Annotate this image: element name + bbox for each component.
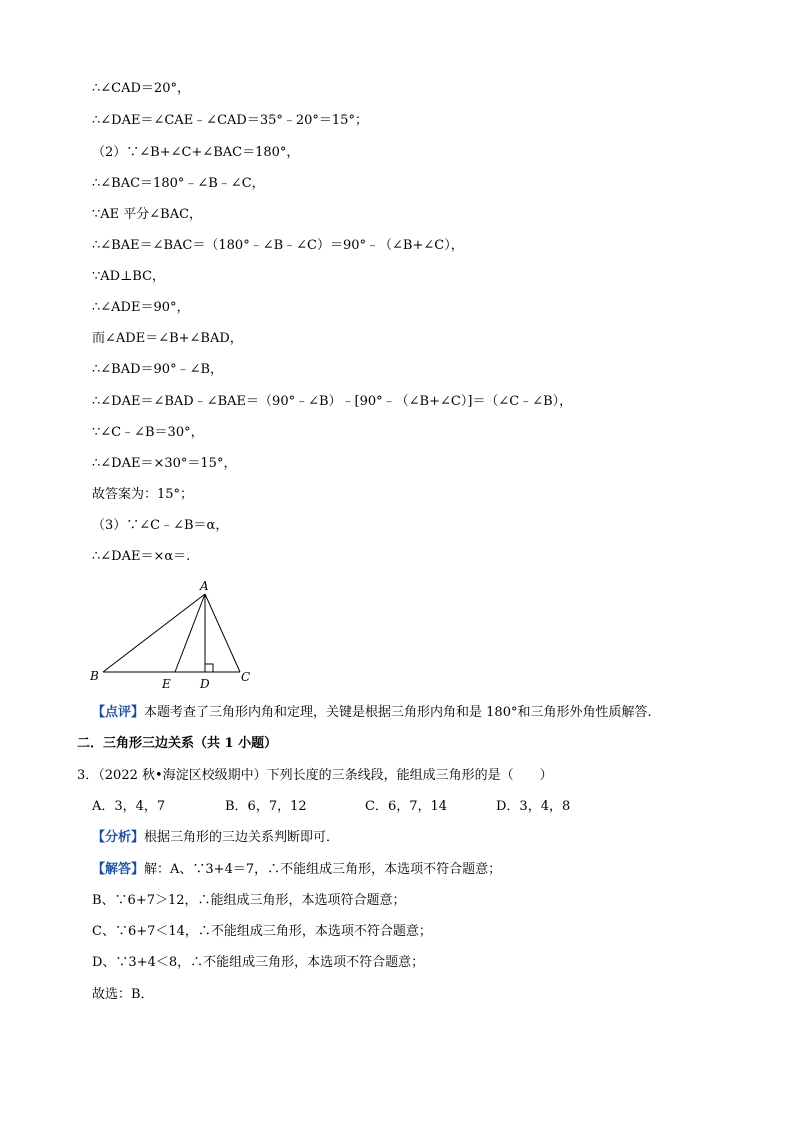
answer-line: 故选：B． (92, 987, 154, 1002)
analysis-tag: 【分析】 (92, 830, 145, 845)
solution-line: ∴∠DAE＝∠CAE﹣∠CAD＝35°﹣20°＝15°； (92, 113, 368, 128)
solution-line: 故答案为：15°； (92, 487, 194, 502)
solution-line: ∴∠BAE＝∠BAC＝（180°﹣∠B﹣∠C）＝90°﹣（∠B+∠C）， (92, 238, 464, 253)
option-c: C．6，7，14 (365, 799, 448, 814)
solution-line: （3）∵∠C﹣∠B＝α， (92, 518, 229, 533)
label-E: E (162, 677, 171, 691)
section-title: 二．三角形三边关系（共 1 小题） (77, 736, 278, 751)
solution-line: （2）∵∠B+∠C+∠BAC＝180°， (92, 145, 300, 160)
answer-line: B、∵6+7＞12，∴能组成三角形，本选项符合题意； (92, 893, 406, 908)
label-A: A (200, 579, 209, 593)
analysis-line (92, 829, 339, 847)
segment-AC (205, 594, 240, 672)
question-stem: 3．（2022 秋•海淀区校级期中）下列长度的三条线段，能组成三角形的是（ ） (77, 768, 553, 783)
solution-line: ∴∠BAD＝90°﹣∠B， (92, 362, 224, 377)
solution-line: ∴∠DAE＝×30°＝15°， (92, 456, 237, 471)
solution-line: ∴∠CAD＝20°， (92, 81, 190, 96)
solution-line: ∴∠DAE＝∠BAD﹣∠BAE＝（90°﹣∠B）﹣[90°﹣（∠B+∠C）]＝（∠C﹣∠B）， (92, 394, 573, 409)
answer-line (92, 861, 501, 879)
solution-line: ∴∠ADE＝90°， (92, 300, 190, 315)
analysis-text: 根据三角形的三边关系判断即可． (144, 830, 340, 845)
right-angle-mark (205, 664, 213, 672)
answer-first: 解：A、∵3+4＝7，∴不能组成三角形，本选项不符合题意； (144, 862, 502, 877)
solution-line: ∴∠BAC＝180°﹣∠B﹣∠C， (92, 176, 265, 191)
comment-line (92, 704, 652, 722)
option-a: A．3，4，7 (92, 799, 166, 814)
solution-line: ∵∠C﹣∠B＝30°， (92, 425, 204, 440)
label-D: D (200, 677, 210, 691)
solution-line: 而∠ADE＝∠B+∠BAD， (92, 331, 243, 346)
option-b: B．6，7，12 (225, 799, 307, 814)
solution-line: ∴∠DAE＝×α＝. (92, 549, 191, 564)
answer-line: D、∵3+4＜8，∴不能组成三角形，本选项不符合题意； (92, 955, 425, 970)
option-d: D．3，4，8 (496, 799, 571, 814)
solution-line: ∵AE 平分∠BAC， (92, 207, 203, 222)
answer-line: C、∵6+7＜14，∴不能组成三角形，本选项不符合题意； (92, 924, 432, 939)
label-B: B (90, 669, 99, 683)
comment-text: 本题考查了三角形内角和定理，关键是根据三角形内角和是 180°和三角形外角性质解答. (144, 705, 652, 720)
solution-line: ∵AD⊥BC， (92, 269, 166, 284)
comment-tag: 【点评】 (92, 705, 145, 720)
label-C: C (241, 670, 251, 684)
answer-tag: 【解答】 (92, 862, 145, 877)
